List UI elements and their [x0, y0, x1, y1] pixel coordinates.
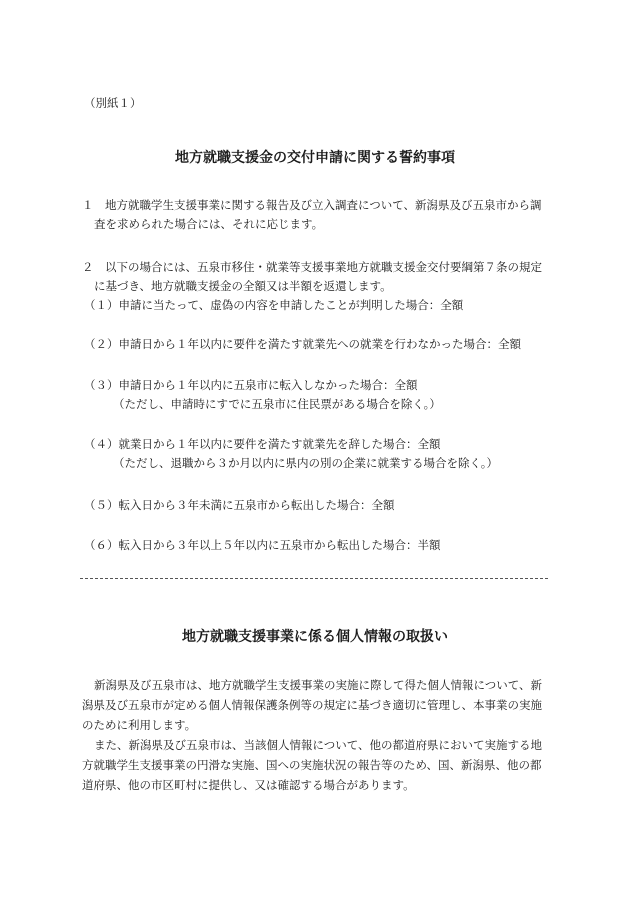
privacy-line-4: また、新潟県及び五泉市は、当該個人情報について、他の都道府県において実施する地: [94, 738, 543, 752]
privacy-line-2: 潟県及び五泉市が定める個人情報保護条例等の規定に基づき適切に管理し、本事業の実施: [82, 698, 542, 712]
refund-case-4: （４）就業日から１年以内に要件を満たす就業先を辞した場合：全額: [84, 437, 441, 451]
refund-case-1: （１）申請に当たって、虚偽の内容を申請したことが判明した場合：全額: [84, 298, 464, 312]
privacy-line-6: 道府県、他の市区町村に提供し、又は確認する場合があります。: [82, 778, 415, 792]
attachment-label: （別紙１）: [84, 96, 142, 110]
refund-case-3: （３）申請日から１年以内に五泉市に転入しなかった場合：全額: [84, 378, 418, 392]
refund-case-3-note: （ただし、申請時にすでに五泉市に住民票がある場合を除く。）: [113, 397, 441, 411]
refund-case-6: （６）転入日から３年以上５年以内に五泉市から転出した場合：半額: [84, 538, 441, 552]
pledge-title: 地方就職支援金の交付申請に関する誓約事項: [175, 150, 455, 166]
pledge-item-2-line-1: ２ 以下の場合には、五泉市移住・就業等支援事業地方就職支援金交付要綱第７条の規定: [82, 260, 542, 274]
privacy-line-5: 方就職学生支援事業の円滑な実施、国への実施状況の報告等のため、国、新潟県、他の都: [82, 758, 542, 772]
pledge-item-1-line-2: 査を求められた場合には、それに応じます。: [94, 217, 324, 231]
refund-case-4-note: （ただし、退職から３か月以内に県内の別の企業に就業する場合を除く。）: [113, 456, 499, 470]
privacy-line-1: 新潟県及び五泉市は、地方就職学生支援事業の実施に際して得た個人情報について、新: [94, 678, 543, 692]
dashed-divider: [80, 578, 548, 579]
privacy-line-3: のために利用します。: [82, 718, 197, 732]
refund-case-2: （２）申請日から１年以内に要件を満たす就業先への就業を行わなかった場合：全額: [84, 337, 521, 351]
privacy-title: 地方就職支援事業に係る個人情報の取扱い: [182, 629, 448, 645]
pledge-item-1-line-1: １ 地方就職学生支援事業に関する報告及び立入調査について、新潟県及び五泉市から調: [82, 198, 542, 212]
refund-case-5: （５）転入日から３年未満に五泉市から転出した場合：全額: [84, 498, 395, 512]
pledge-item-2-line-2: に基づき、地方就職支援金の全額又は半額を返還します。: [94, 279, 392, 293]
